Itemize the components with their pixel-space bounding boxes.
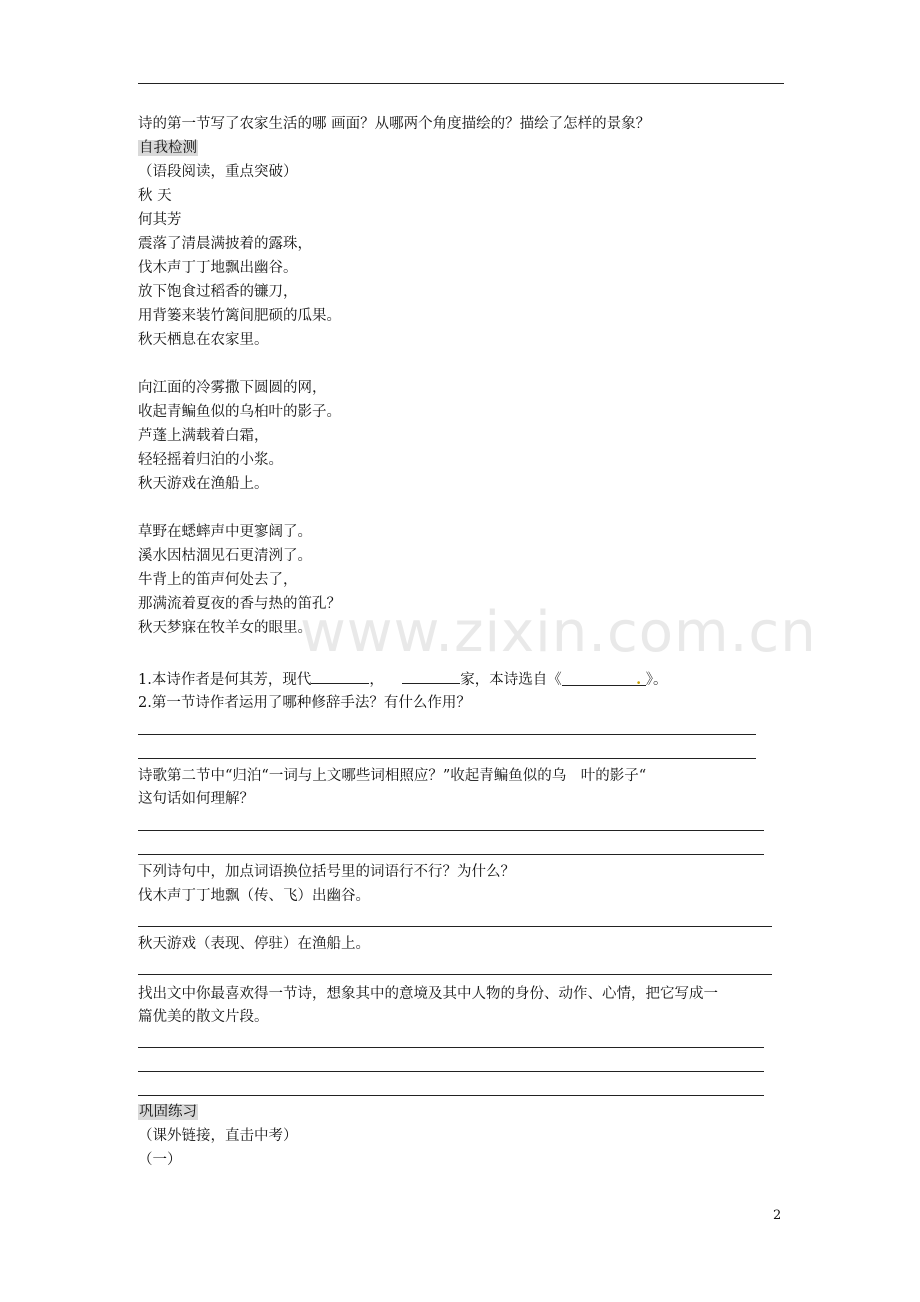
poem-line: 芦蓬上满载着白霜， (138, 428, 269, 444)
poem-line: 震落了清晨满披着的露珠， (138, 236, 312, 252)
question-3-line1: 诗歌第二节中“归泊“一词与上文哪些词相照应？”收起青鳊鱼似的乌 叶的影子“ (138, 768, 647, 784)
question-1 (138, 668, 668, 690)
question-2: 2.第一节诗作者运用了哪种修辞手法？有什么作用？ (138, 695, 471, 711)
blank-source[interactable] (562, 670, 646, 686)
answer-line[interactable] (138, 854, 764, 855)
header-rule (138, 83, 784, 84)
self-test-heading (138, 138, 198, 158)
answer-line[interactable] (138, 758, 756, 759)
practice-subheading: （课外链接，直击中考） (138, 1128, 298, 1144)
poem-line: 用背篓来装竹篱间肥硕的瓜果。 (138, 308, 341, 324)
blank-profession[interactable] (402, 668, 460, 684)
poem-line: 溪水因枯涸见石更清洌了。 (138, 548, 312, 564)
answer-line[interactable] (138, 734, 756, 735)
poem-line: 秋天游戏在渔船上。 (138, 476, 269, 492)
highlight-dot: . (636, 671, 642, 688)
page-number: 2 (773, 1208, 782, 1223)
self-test-subheading: （语段阅读，重点突破） (138, 164, 298, 180)
question-5-line1: 找出文中你最喜欢得一节诗，想象其中的意境及其中人物的身份、动作、心情，把它写成一 (138, 986, 718, 1002)
poem-line: 放下饱食过稻香的镰刀， (138, 284, 298, 300)
q1-text-part4: 》。 (645, 672, 668, 688)
poem-line: 收起青鳊鱼似的乌桕叶的影子。 (138, 404, 341, 420)
intro-question: 诗的第一节写了农家生活的哪 画面？从哪两个角度描绘的？描绘了怎样的景象？ (138, 116, 651, 132)
answer-line[interactable] (138, 830, 764, 831)
poem-line: 草野在蟋蟀声中更寥阔了。 (138, 524, 312, 540)
answer-line[interactable] (138, 974, 772, 975)
answer-line[interactable] (138, 1047, 764, 1048)
answer-line[interactable] (138, 1095, 764, 1096)
poem-line: 轻轻摇着归泊的小浆。 (138, 452, 283, 468)
question-4-line1: 下列诗句中，加点词语换位括号里的词语行不行？为什么？ (138, 864, 515, 880)
q1-text-part3: 家，本诗选自《 (460, 672, 562, 688)
q1-text-part1: 1.本诗作者是何其芳，现代 (138, 672, 312, 688)
question-3-line2: 这句话如何理解？ (138, 791, 254, 807)
poem-line: 秋天梦寐在牧羊女的眼里。 (138, 620, 312, 636)
answer-line[interactable] (138, 1071, 764, 1072)
answer-line[interactable] (138, 926, 772, 927)
practice-heading (138, 1102, 198, 1122)
question-5-line2: 篇优美的散文片段。 (138, 1009, 269, 1025)
poem-author: 何其芳 (138, 212, 182, 228)
poem-line: 牛背上的笛声何处去了， (138, 572, 298, 588)
question-4-line2: 伐木声丁丁地飘（传、飞）出幽谷。 (138, 888, 370, 904)
practice-heading-text: 巩固练习 (139, 1104, 197, 1120)
poem-line: 那满流着夏夜的香与热的笛孔？ (138, 596, 341, 612)
q1-text-part2: ， (369, 672, 384, 688)
question-4-line3: 秋天游戏（表现、停驻）在渔船上。 (138, 936, 370, 952)
poem-line: 向江面的冷雾撒下圆圆的网， (138, 380, 327, 396)
practice-item: （一） (138, 1152, 182, 1168)
poem-line: 秋天栖息在农家里。 (138, 332, 269, 348)
poem-title: 秋 天 (138, 188, 172, 204)
self-test-heading-text: 自我检测 (139, 140, 197, 156)
blank-era[interactable] (311, 668, 369, 684)
watermark: www.zixin.com.cn (300, 600, 817, 665)
poem-line: 伐木声丁丁地飘出幽谷。 (138, 260, 298, 276)
